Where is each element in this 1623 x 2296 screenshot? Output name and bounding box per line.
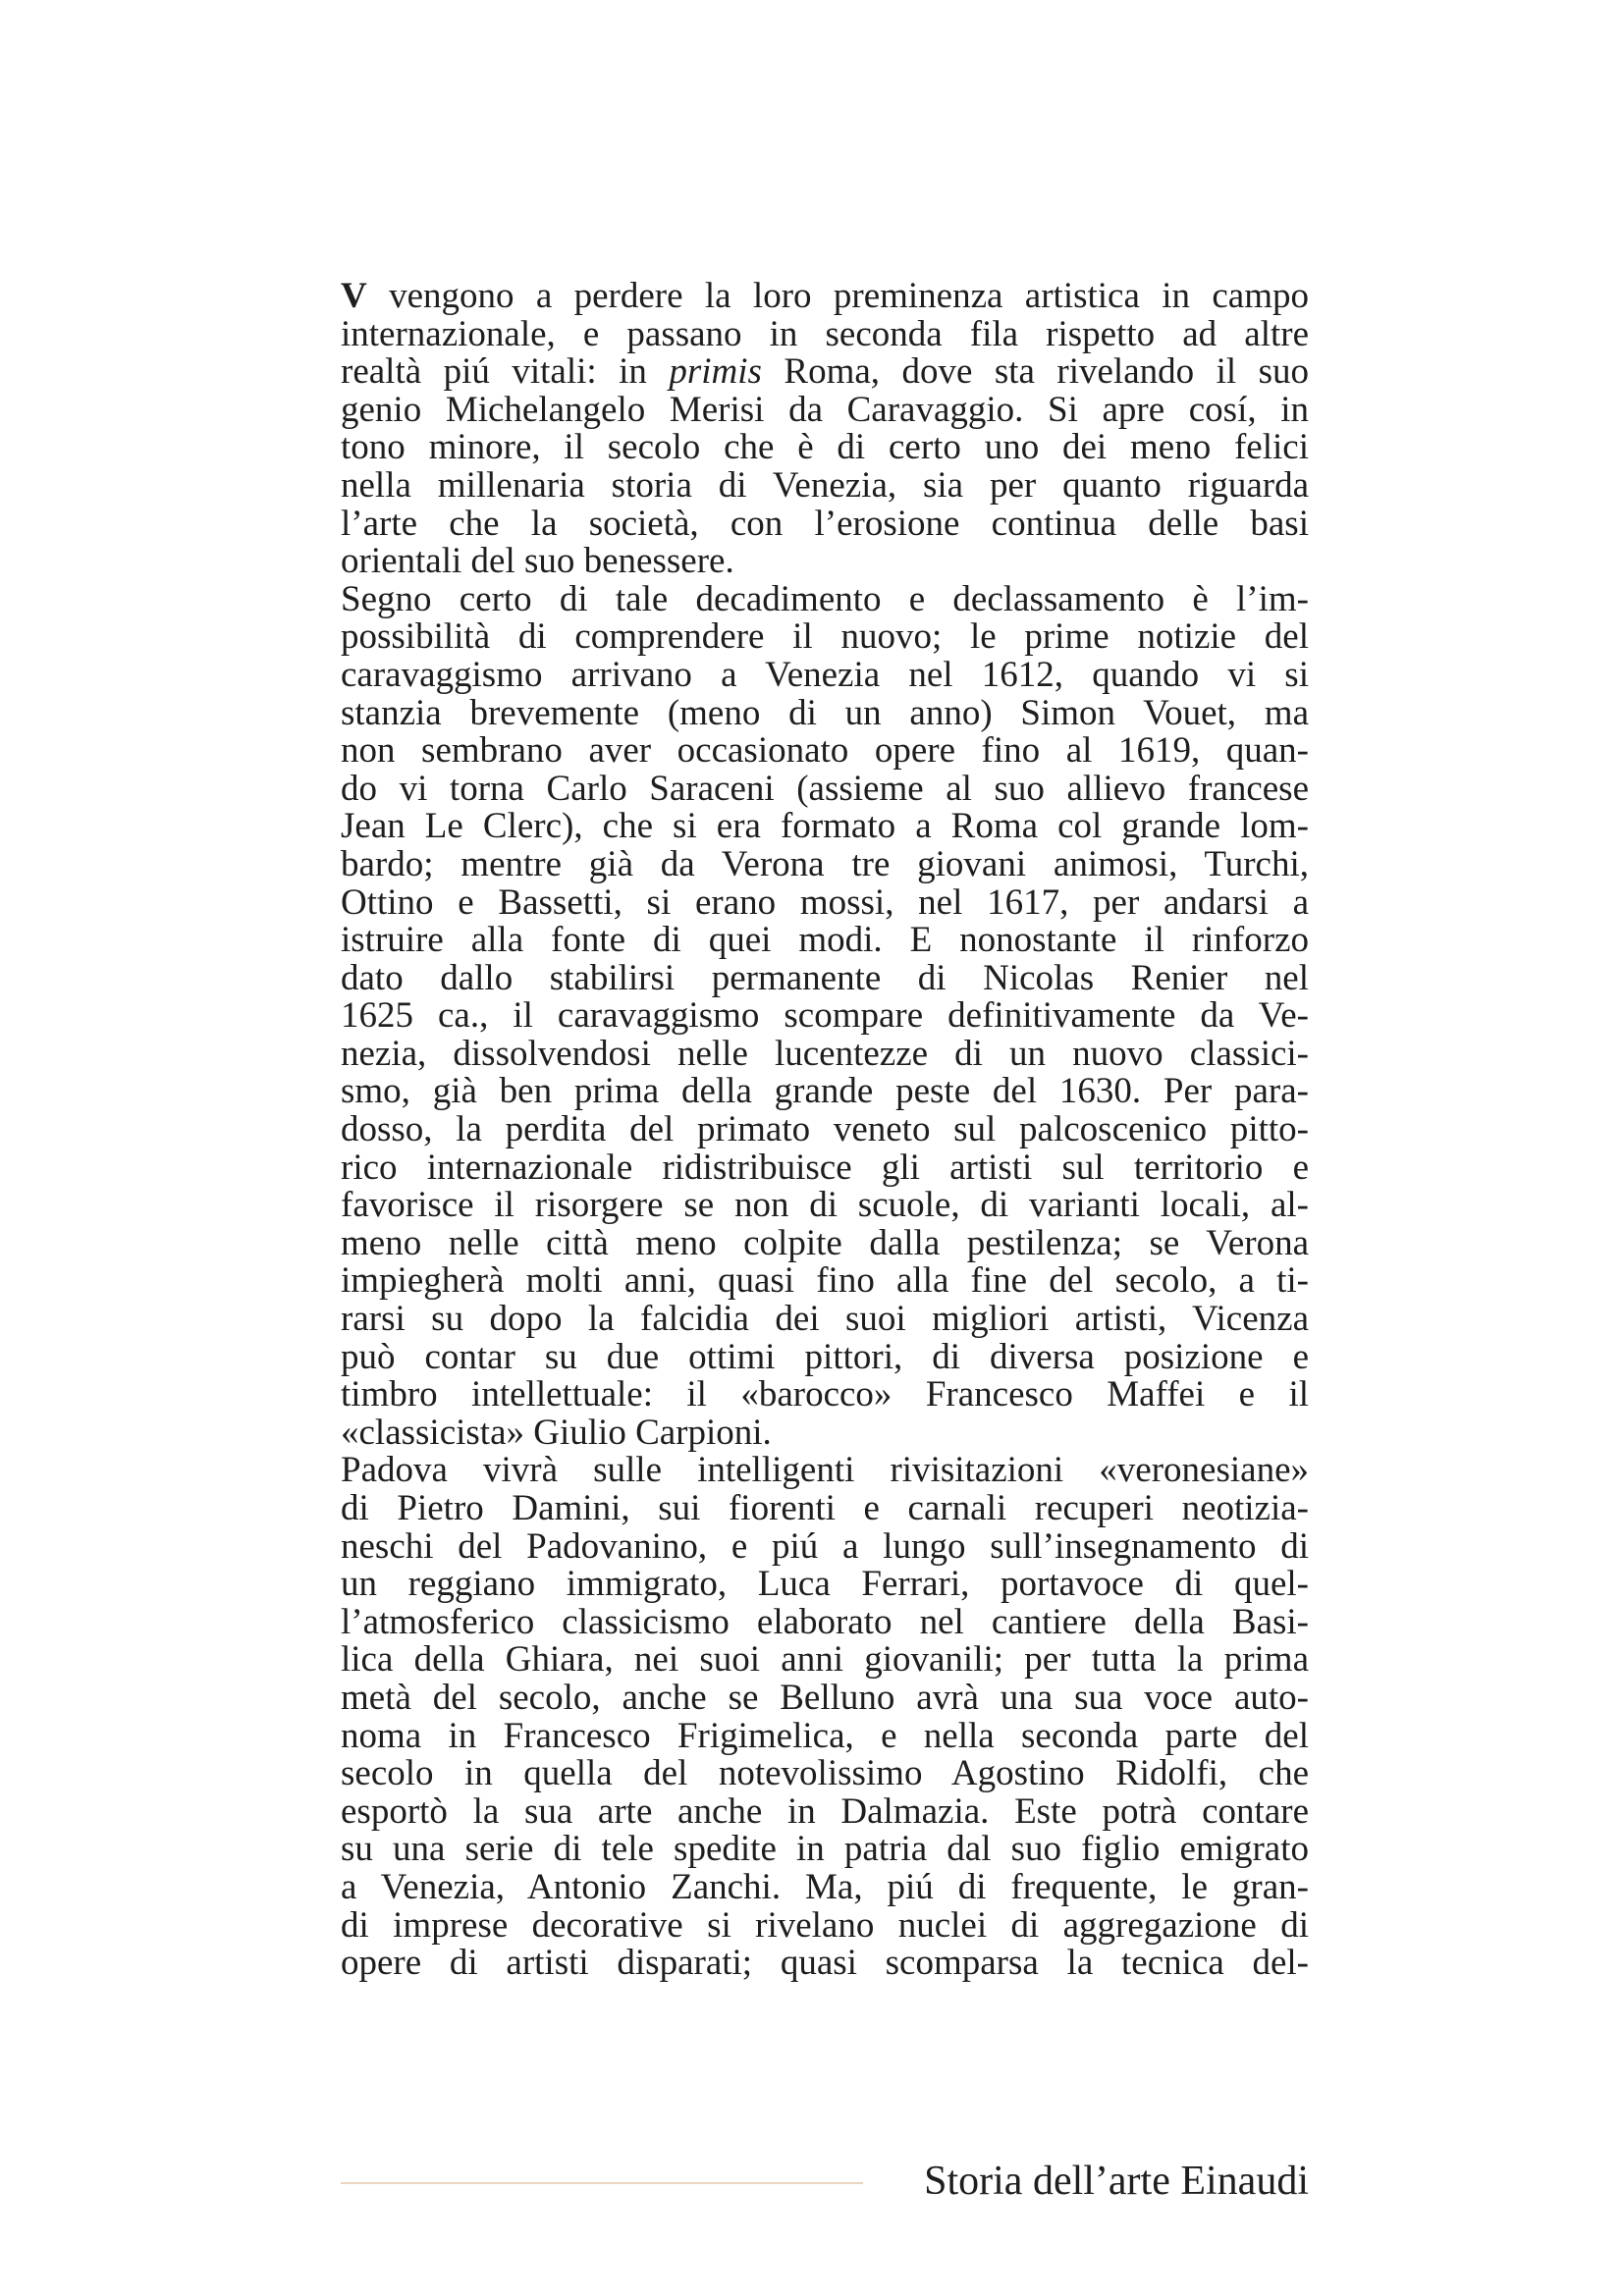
text-line [341, 278, 1309, 316]
text-line: nezia, dissolvendosi nelle lucentezze di un nuovo classici- [341, 1033, 1309, 1074]
text-line: può contar su due ottimi pittori, di diversa posizione e [341, 1336, 1309, 1377]
text-line: dosso, la perdita del primato veneto sul palcoscenico pitto- [341, 1109, 1309, 1150]
text-line: di Pietro Damini, sui fiorenti e carnali recuperi neotizia- [341, 1488, 1309, 1528]
text-line: orientali del suo benessere. [341, 541, 734, 582]
line-text: realtà piú vitali: in [341, 351, 670, 393]
text-line: su una serie di tele spedite in patria dal suo figlio emigrato [341, 1829, 1309, 1870]
text-line: possibilità di comprendere il nuovo; le prime notizie del [341, 616, 1309, 658]
text-line: «classicista» Giulio Carpioni. [341, 1412, 772, 1453]
text-line: noma in Francesco Frigimelica, e nella seconda parte del [341, 1715, 1309, 1756]
text-line: a Venezia, Antonio Zanchi. Ma, piú di frequente, le gran- [341, 1866, 1309, 1907]
line-text: vengono a perdere la loro preminenza artistica in campo [366, 276, 1309, 316]
text-line: Padova vivrà sulle intelligenti rivisitazioni «veronesiane» [341, 1450, 1309, 1491]
text-line: secolo in quella del notevolissimo Agostino Ridolfi, che [341, 1753, 1309, 1794]
text-line: Ottino e Bassetti, si erano mossi, nel 1617, per andarsi a [341, 881, 1309, 923]
text-line: meno nelle città meno colpite dalla pestilenza; se Verona [341, 1222, 1309, 1263]
text-line: stanzia brevemente (meno di un anno) Simon Vouet, ma [341, 692, 1309, 733]
text-line: esportò la sua arte anche in Dalmazia. Este potrà contare [341, 1790, 1309, 1832]
footer-title: Storia dell’arte Einaudi [924, 2159, 1309, 2204]
text-line [341, 353, 1309, 392]
text-line: istruire alla fonte di quei modi. E nonostante il rinforzo [341, 920, 1309, 961]
text-line: tono minore, il secolo che è di certo uno dei meno felici [341, 427, 1309, 468]
text-line: dato dallo stabilirsi permanente di Nicolas Renier nel [341, 957, 1309, 998]
text-line: bardo; mentre già da Verona tre giovani animosi, Turchi, [341, 843, 1309, 884]
text-line: un reggiano immigrato, Luca Ferrari, portavoce di quel- [341, 1564, 1309, 1605]
line-text: Roma, dove sta rivelando il suo [761, 351, 1310, 393]
text-line: rarsi su dopo la falcidia dei suoi migliori artisti, Vicenza [341, 1299, 1309, 1340]
text-line: internazionale, e passano in seconda fila rispetto ad altre [341, 313, 1309, 354]
text-line: l’arte che la società, con l’erosione continua delle basi [341, 503, 1309, 544]
text-line: genio Michelangelo Merisi da Caravaggio. Si apre cosí, in [341, 389, 1309, 430]
text-line: nella millenaria storia di Venezia, sia per quanto riguarda [341, 464, 1309, 506]
text-line: timbro intellettuale: il «barocco» Francesco Maffei e il [341, 1374, 1309, 1415]
text-line: lica della Ghiara, nei suoi anni giovanili; per tutta la prima [341, 1639, 1309, 1681]
italic-term: primis [669, 351, 762, 393]
text-line: smo, già ben prima della grande peste del 1630. Per para- [341, 1071, 1309, 1112]
text-line: opere di artisti disparati; quasi scomparsa la tecnica del- [341, 1943, 1309, 1984]
text-line: do vi torna Carlo Saraceni (assieme al suo allievo francese [341, 768, 1309, 809]
text-line: metà del secolo, anche se Belluno avrà una sua voce auto- [341, 1677, 1309, 1718]
text-line: 1625 ca., il caravaggismo scompare definitivamente da Ve- [341, 995, 1309, 1037]
text-line: l’atmosferico classicismo elaborato nel cantiere della Basi- [341, 1601, 1309, 1642]
text-line: Jean Le Clerc), che si era formato a Roma col grande lom- [341, 806, 1309, 847]
footer-divider [341, 2182, 863, 2184]
body-text [341, 278, 1309, 1983]
text-line: Segno certo di tale decadimento e declassamento è l’im- [341, 578, 1309, 619]
text-line: non sembrano aver occasionato opere fino al 1619, quan- [341, 730, 1309, 772]
text-line: neschi del Padovanino, e piú a lungo sull’insegnamento di [341, 1525, 1309, 1567]
drop-cap: V [341, 276, 367, 316]
text-line: di imprese decorative si rivelano nuclei di aggregazione di [341, 1904, 1309, 1946]
text-line: impiegherà molti anni, quasi fino alla fine del secolo, a ti- [341, 1260, 1309, 1302]
text-line: favorisce il risorgere se non di scuole, di varianti locali, al- [341, 1185, 1309, 1226]
text-line: caravaggismo arrivano a Venezia nel 1612, quando vi si [341, 654, 1309, 695]
text-line: rico internazionale ridistribuisce gli artisti sul territorio e [341, 1147, 1309, 1188]
